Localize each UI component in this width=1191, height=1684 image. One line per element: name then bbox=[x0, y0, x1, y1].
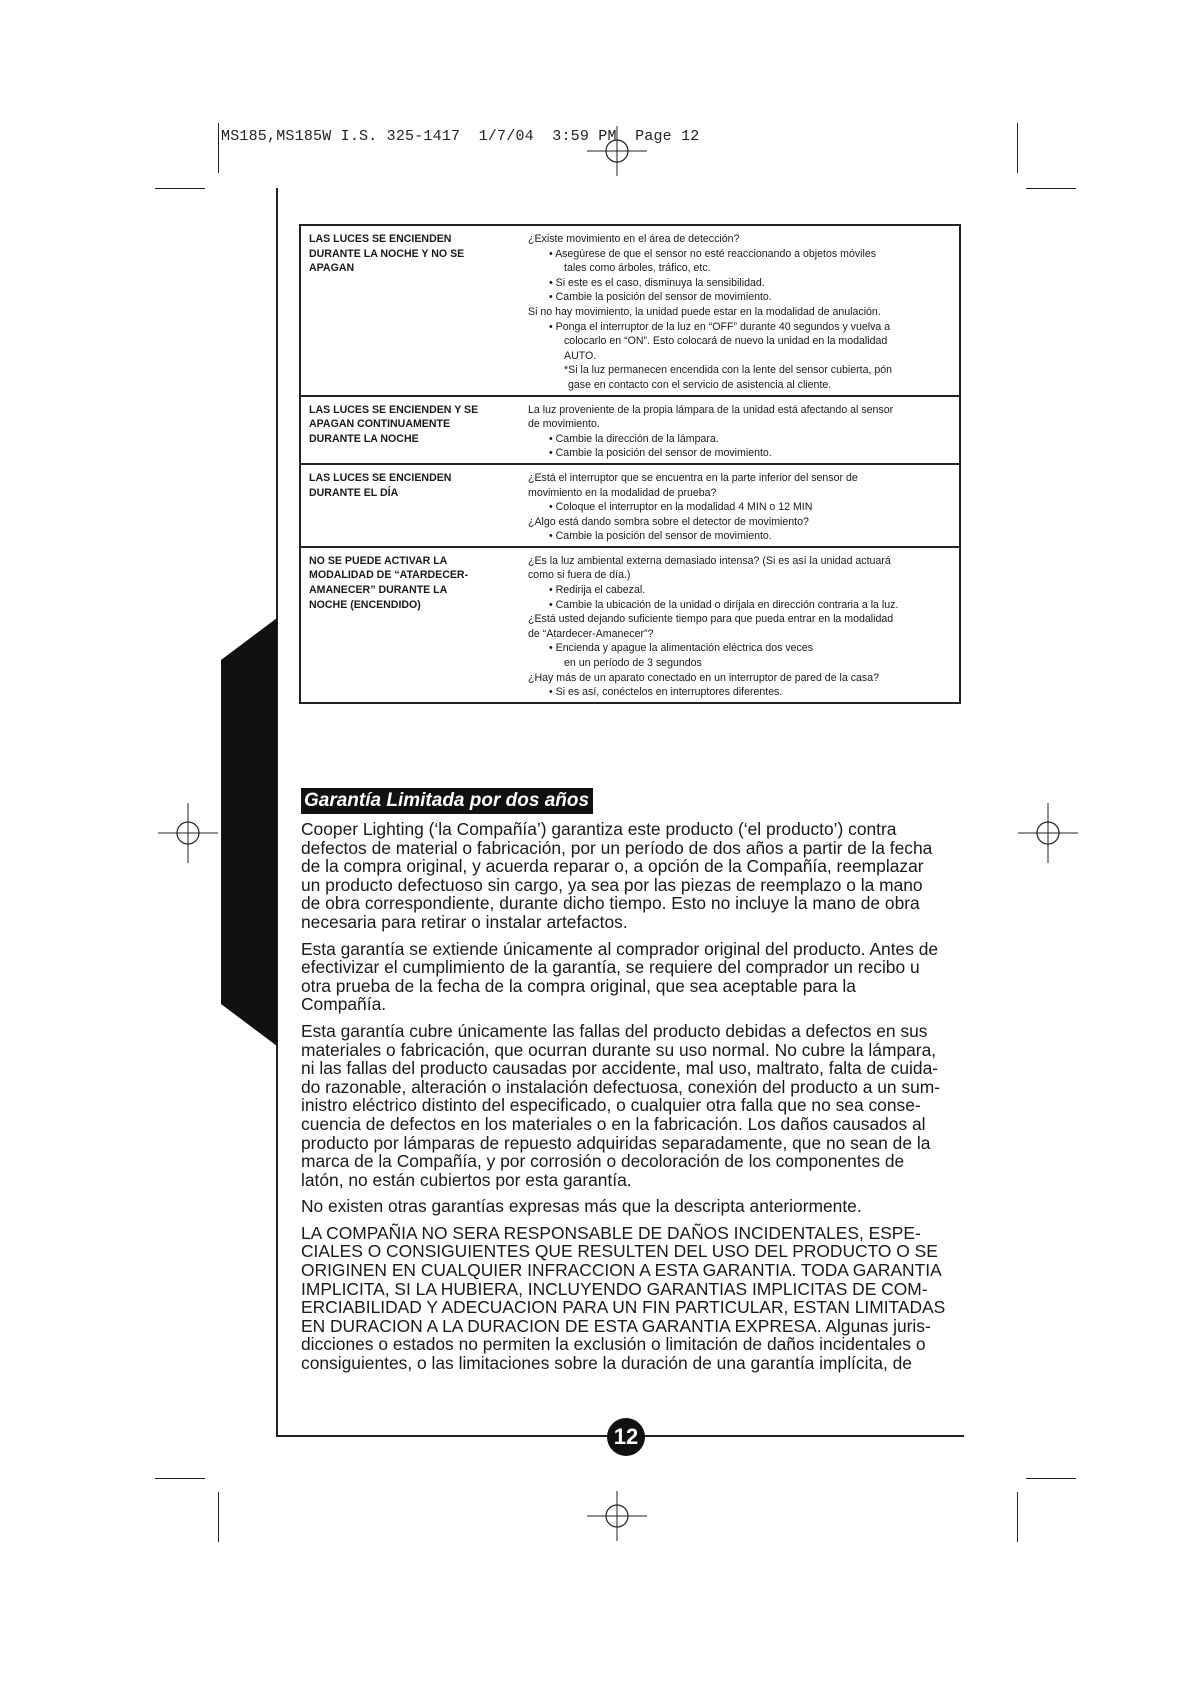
problem-line: APAGAN bbox=[309, 262, 355, 275]
solution-step: • Ponga el interruptor de la luz en “OFF” durante 40 segundos y vuelva a bbox=[549, 320, 891, 333]
registration-mark-icon bbox=[587, 121, 647, 181]
solution-step: AUTO. bbox=[564, 349, 597, 362]
crop-mark bbox=[1026, 188, 1076, 189]
solution-step: • Cambie la dirección de la lámpara. bbox=[549, 432, 719, 445]
solution-step: • Asegúrese de que el sensor no esté reaccionando a objetos móviles bbox=[549, 247, 877, 260]
problem-line: LAS LUCES SE ENCIENDEN bbox=[309, 233, 452, 245]
crop-mark bbox=[155, 188, 205, 189]
solution-step: • Redirija el cabezal. bbox=[549, 584, 646, 597]
solution-question: ¿Algo está dando sombra sobre el detector de movimiento? bbox=[528, 515, 809, 528]
warranty-line: ERCIABILIDAD Y ADECUACION PARA UN FIN PARTICULAR, ESTAN LIMITADAS bbox=[301, 1297, 946, 1318]
solution-question: de “Atardecer-Amanecer”? bbox=[528, 627, 654, 640]
warranty-line: do razonable, alteración o instalación defectuosa, conexión del producto a un sum- bbox=[301, 1076, 941, 1097]
warranty-line: defectos de material o fabricación, por un período de dos años a partir de la fecha bbox=[301, 837, 933, 858]
solution-step: • Cambie la posición del sensor de movimiento. bbox=[549, 291, 772, 304]
solution-step: • Encienda y apague la alimentación eléctrica dos veces bbox=[549, 642, 814, 655]
problem-line: LAS LUCES SE ENCIENDEN bbox=[309, 471, 452, 484]
solution-step: gase en contacto con el servicio de asistencia al cliente. bbox=[568, 378, 832, 391]
problem-line: APAGAN CONTINUAMENTE bbox=[309, 418, 451, 431]
page-number: 12 bbox=[607, 1418, 645, 1456]
troubleshooting-row bbox=[300, 396, 960, 464]
solution-cell bbox=[520, 464, 960, 547]
problem-line: AMANECER” DURANTE LA bbox=[309, 584, 448, 597]
warranty-line: LA COMPAÑIA NO SERA RESPONSABLE DE DAÑOS INCIDENTALES, ESPE- bbox=[301, 1222, 921, 1243]
warranty-paragraph bbox=[301, 940, 981, 1014]
printer-slug: MS185,MS185W I.S. 325-1417 1/7/04 3:59 PM Page 12 bbox=[221, 128, 700, 145]
warranty-line: dicciones o estados no permiten la exclusión o limitación de daños incidentales o bbox=[301, 1334, 926, 1355]
solution-question: Si no hay movimiento, la unidad puede estar en la modalidad de anulación. bbox=[528, 305, 881, 318]
warranty-line: materiales o fabricación, que ocurran durante su uso normal. No cubre la lámpara, bbox=[301, 1039, 937, 1060]
troubleshooting-row bbox=[300, 547, 960, 703]
warranty-line: latón, no están cubiertos por esta garantía. bbox=[301, 1169, 632, 1190]
warranty-line: EN DURACION A LA DURACION DE ESTA GARANTIA EXPRESA. Algunas juris- bbox=[301, 1315, 931, 1336]
warranty-line: un producto defectuoso sin cargo, ya sea por las piezas de reemplazo o la mano bbox=[301, 874, 923, 895]
warranty-line: inistro eléctrico distinto del especificado, o cualquier otra falla que no sea conse- bbox=[301, 1095, 921, 1116]
warranty-line: Esta garantía se extiende únicamente al comprador original del producto. Antes de bbox=[301, 938, 939, 959]
warranty-line: consiguientes, o las limitaciones sobre la duración de una garantía implícita, de bbox=[301, 1353, 912, 1374]
solution-step: • Coloque el interruptor en la modalidad 4 MIN o 12 MIN bbox=[549, 501, 813, 514]
warranty-line: otra prueba de la fecha de la compra original, que sea aceptable para la bbox=[301, 975, 856, 996]
problem-cell bbox=[300, 464, 520, 547]
solution-step: colocarlo en “ON”. Esto colocará de nuevo la unidad en la modalidad bbox=[564, 335, 888, 348]
warranty-line: necesaria para retirar o instalar artefactos. bbox=[301, 911, 628, 932]
troubleshooting-row bbox=[300, 464, 960, 547]
problem-line: DURANTE EL DÍA bbox=[309, 486, 399, 499]
warranty-line: efectivizar el cumplimiento de la garantía, se requiere del comprador un recibo u bbox=[301, 957, 920, 978]
solution-step: • Cambie la posición del sensor de movimiento. bbox=[549, 447, 772, 460]
solution-step: tales como árboles, tráfico, etc. bbox=[564, 262, 711, 275]
troubleshooting-row bbox=[300, 225, 960, 396]
warranty-line: ORIGINEN EN CUALQUIER INFRACCION A ESTA GARANTIA. TODA GARANTIA bbox=[301, 1260, 942, 1281]
registration-mark-icon bbox=[587, 1486, 647, 1546]
warranty-paragraph bbox=[301, 820, 981, 932]
problem-line: NOCHE (ENCENDIDO) bbox=[309, 598, 421, 611]
warranty-line: Compañía. bbox=[301, 994, 387, 1015]
warranty-line: cuencia de defectos en los materiales o en la fabricación. Los daños causados al bbox=[301, 1113, 926, 1134]
warranty-line: CIALES O CONSIGUIENTES QUE RESULTEN DEL USO DEL PRODUCTO O SE bbox=[301, 1241, 938, 1262]
solution-step: *Si la luz permanecen encendida con la lente del sensor cubierta, pón bbox=[564, 364, 893, 377]
problem-line: NO SE PUEDE ACTIVAR LA bbox=[309, 554, 448, 567]
problem-cell bbox=[300, 396, 520, 464]
warranty-line: IMPLICITA, SI LA HUBIERA, INCLUYENDO GARANTIAS IMPLICITAS DE COM- bbox=[301, 1278, 928, 1299]
warranty-line: de obra correspondiente, durante dicho tiempo. Esto no incluye la mano de obra bbox=[301, 893, 920, 914]
solution-question: ¿Está el interruptor que se encuentra en la parte inferior del sensor de bbox=[528, 471, 858, 484]
warranty-line: marca de la Compañía, y por corrosión o decoloración de los componentes de bbox=[301, 1151, 905, 1172]
registration-mark-icon bbox=[158, 803, 218, 863]
solution-question: movimiento en la modalidad de prueba? bbox=[528, 486, 717, 499]
solution-step: • Cambie la posición del sensor de movimiento. bbox=[549, 530, 772, 543]
crop-mark bbox=[1026, 1478, 1076, 1479]
crop-mark bbox=[218, 123, 219, 173]
warranty-line: ni las fallas del producto causadas por accidente, mal uso, maltrato, falta de cuida- bbox=[301, 1058, 939, 1079]
crop-mark bbox=[155, 1478, 205, 1479]
problem-cell bbox=[300, 547, 520, 703]
crop-mark bbox=[1017, 123, 1018, 173]
crop-mark bbox=[1017, 1492, 1018, 1542]
problem-line: DURANTE LA NOCHE Y NO SE bbox=[309, 247, 465, 260]
warranty-title: Garantía Limitada por dos años bbox=[301, 788, 593, 814]
solution-step: • Cambie la ubicación de la unidad o diríjala en dirección contraria a la luz. bbox=[549, 598, 899, 611]
warranty-paragraph bbox=[301, 1224, 981, 1373]
solution-question: ¿Está usted dejando suficiente tiempo para que pueda entrar en la modalidad bbox=[528, 613, 894, 626]
solution-step: • Si es así, conéctelos en interruptores diferentes. bbox=[549, 686, 783, 699]
solution-cell bbox=[520, 547, 960, 703]
language-label: ESPAÑOL bbox=[0, 715, 56, 961]
warranty-line: de la compra original, y acuerda reparar o, a opción de la Compañía, reemplazar bbox=[301, 856, 924, 877]
registration-mark-icon bbox=[1018, 803, 1078, 863]
solution-question: de movimiento. bbox=[528, 418, 600, 431]
language-side-tab bbox=[221, 618, 277, 1046]
solution-question: ¿Existe movimiento en el área de detección? bbox=[528, 233, 740, 245]
crop-mark bbox=[218, 1492, 219, 1542]
solution-question: ¿Es la luz ambiental externa demasiado intensa? (Si es así la unidad actuará bbox=[528, 554, 891, 567]
problem-cell bbox=[300, 225, 520, 396]
warranty-paragraph bbox=[301, 1022, 981, 1189]
warranty-body bbox=[301, 820, 981, 1381]
warranty-line: Esta garantía cubre únicamente las fallas del producto debidas a defectos en sus bbox=[301, 1020, 928, 1041]
solution-step: en un período de 3 segundos bbox=[564, 657, 702, 670]
problem-line: LAS LUCES SE ENCIENDEN Y SE bbox=[309, 403, 479, 416]
troubleshooting-table bbox=[299, 224, 961, 704]
warranty-line: producto por lámparas de repuesto adquiridas separadamente, que no sean de la bbox=[301, 1132, 931, 1153]
solution-question: ¿Hay más de un aparato conectado en un interruptor de pared de la casa? bbox=[528, 671, 879, 684]
solution-cell bbox=[520, 225, 960, 396]
warranty-paragraph bbox=[301, 1197, 981, 1216]
problem-line: MODALIDAD DE “ATARDECER- bbox=[309, 569, 469, 582]
solution-cell bbox=[520, 396, 960, 464]
solution-question: como si fuera de día.) bbox=[528, 569, 631, 582]
warranty-line: No existen otras garantías expresas más que la descripta anteriormente. bbox=[301, 1196, 862, 1217]
warranty-line: Cooper Lighting (‘la Compañía’) garantiza este producto (‘el producto’) contra bbox=[301, 819, 897, 839]
problem-line: DURANTE LA NOCHE bbox=[309, 432, 419, 445]
solution-question: La luz proveniente de la propia lámpara de la unidad está afectando al sensor bbox=[528, 403, 894, 416]
solution-step: • Si este es el caso, disminuya la sensibilidad. bbox=[549, 276, 765, 289]
